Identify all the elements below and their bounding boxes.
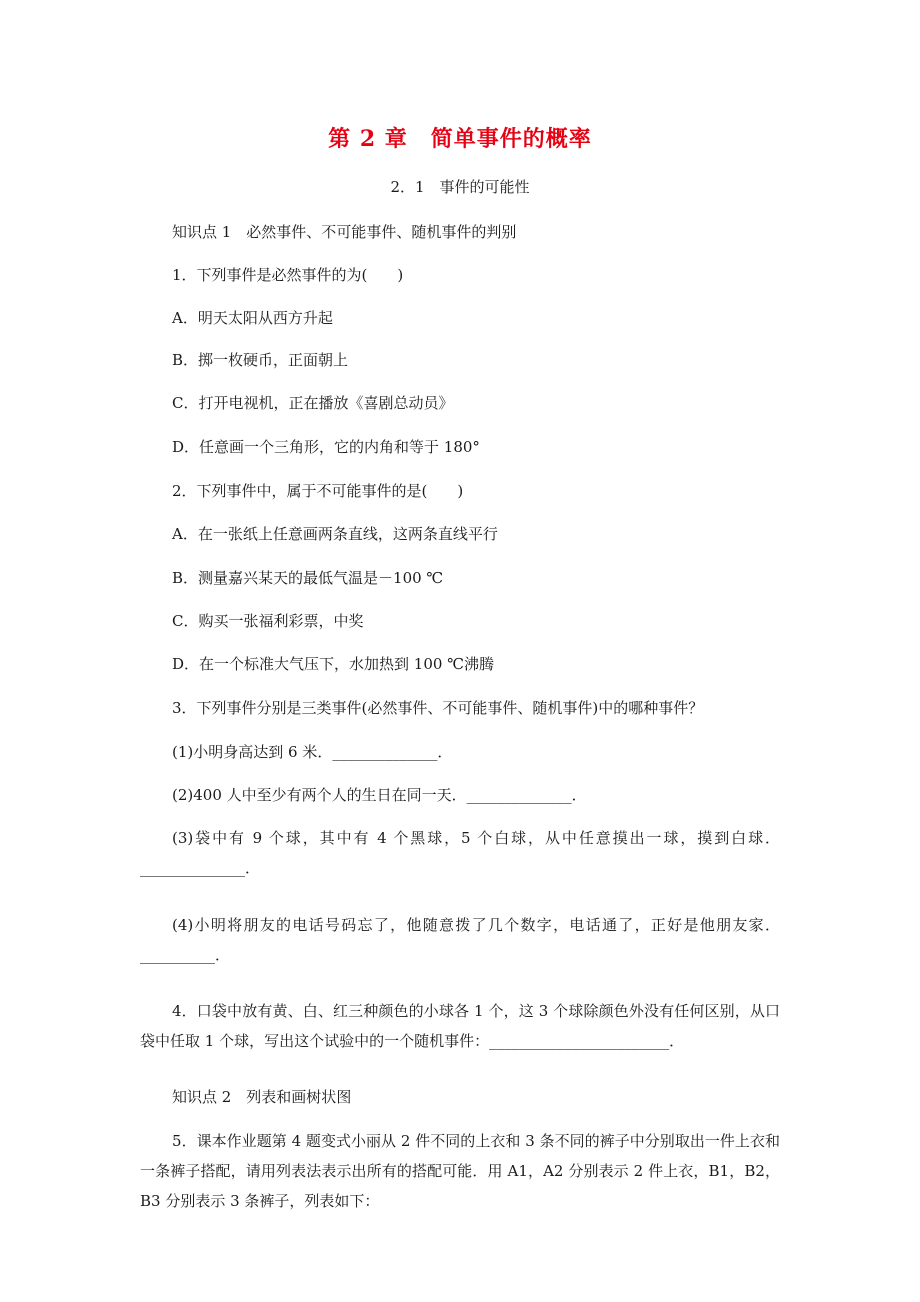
section-title: 2．1 事件的可能性 [390, 178, 530, 196]
question-2-option-d: D．在一个标准大气压下，水加热到 100 ℃沸腾 [172, 655, 494, 673]
question-1-option-b: B．掷一枚硬币，正面朝上 [172, 351, 349, 369]
question-5: 5．课本作业题第 4 题变式小丽从 2 件不同的上衣和 3 条不同的裤子中分别取出一件上衣和一条裤子搭配，请用列表法表示出所有的搭配可能．用 A1，A2 分别表示 2 件上衣，B1，B2，B3 分别表示 3 条裤子，列表如下： [140, 1132, 780, 1210]
question-2-option-b: B．测量嘉兴某天的最低气温是－100 ℃ [172, 569, 444, 587]
question-1-option-d: D．任意画一个三角形，它的内角和等于 180° [172, 438, 480, 456]
question-1-option-c: C．打开电视机，正在播放《喜剧总动员》 [172, 394, 454, 412]
question-3-item-2: (2)400 人中至少有两个人的生日在同一天．______________． [172, 786, 587, 804]
question-1-stem: 1．下列事件是必然事件的为( ) [172, 266, 404, 284]
knowledge-point-2: 知识点 2 列表和画树状图 [172, 1088, 352, 1106]
question-2-option-c: C．购买一张福利彩票，中奖 [172, 612, 364, 630]
knowledge-point-1: 知识点 1 必然事件、不可能事件、随机事件的判别 [172, 223, 517, 241]
question-1-option-a: A．明天太阳从西方升起 [172, 309, 333, 327]
question-3-item-3: (3)袋中有 9 个球，其中有 4 个黑球，5 个白球，从中任意摸出一球，摸到白球．______________． [140, 829, 780, 877]
question-4: 4．口袋中放有黄、白、红三种颜色的小球各 1 个，这 3 个球除颜色外没有任何区别，从口袋中任取 1 个球，写出这个试验中的一个随机事件：________________________． [140, 1002, 780, 1050]
question-3-stem: 3．下列事件分别是三类事件(必然事件、不可能事件、随机事件)中的哪种事件？ [172, 699, 704, 717]
question-3-item-1: (1)小明身高达到 6 米．______________． [172, 743, 453, 761]
question-2-stem: 2．下列事件中，属于不可能事件的是( ) [172, 482, 464, 500]
chapter-title: 第 2 章 简单事件的概率 [328, 126, 592, 152]
question-3-item-4: (4)小明将朋友的电话号码忘了，他随意拨了几个数字，电话通了，正好是他朋友家．__________． [140, 916, 780, 964]
question-2-option-a: A．在一张纸上任意画两条直线，这两条直线平行 [172, 525, 498, 543]
